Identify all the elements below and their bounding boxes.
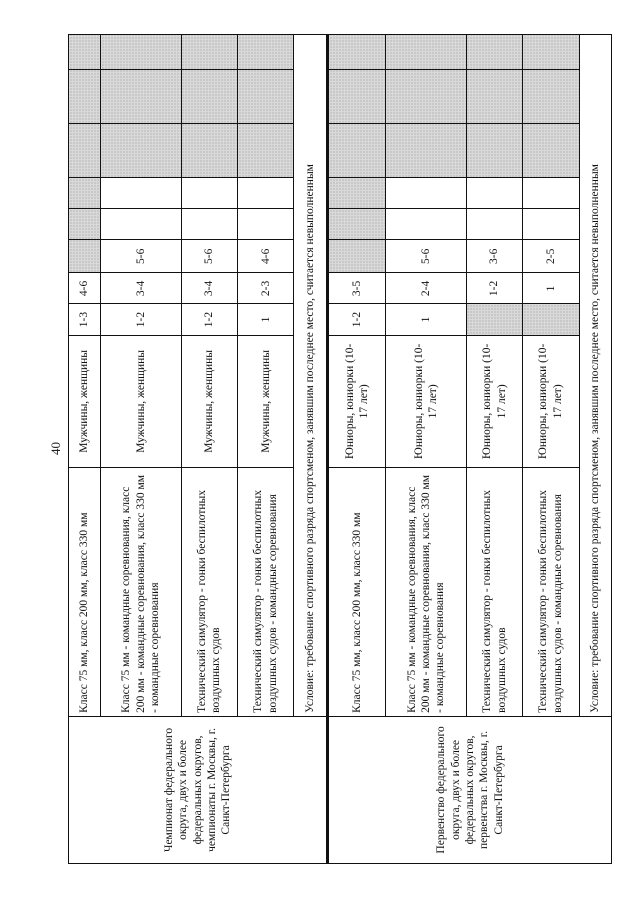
place-cell: 2-3 [238, 273, 294, 304]
place-cell: 5-6 [101, 240, 181, 273]
place-cell [523, 304, 579, 335]
place-cell [181, 124, 237, 178]
place-cell [101, 35, 181, 70]
place-cell [101, 124, 181, 178]
place-cell [523, 178, 579, 209]
place-cell [181, 178, 237, 209]
place-cell [181, 209, 237, 240]
place-cell [69, 35, 101, 70]
place-cell: 2-4 [386, 273, 466, 304]
place-cell: 3-5 [328, 273, 386, 304]
place-cell: 1-2 [328, 304, 386, 335]
group-cell: Мужчины, женщины [181, 335, 237, 468]
place-cell: 3-4 [181, 273, 237, 304]
place-cell: 1-2 [466, 273, 522, 304]
place-cell [386, 35, 466, 70]
table-row [328, 35, 386, 864]
place-cell [238, 209, 294, 240]
place-cell: 4-6 [238, 240, 294, 273]
discipline-cell: Технический симулятор - гонки беспилотных воздушных судов [466, 468, 522, 717]
place-cell [523, 124, 579, 178]
place-cell [386, 124, 466, 178]
place-cell: 4-6 [69, 273, 101, 304]
discipline-cell: Технический симулятор - гонки беспилотных воздушных судов - командные соревнования [238, 468, 294, 717]
place-cell [101, 178, 181, 209]
place-cell [181, 35, 237, 70]
place-cell: 3-4 [101, 273, 181, 304]
group-cell: Юниоры, юниорки (10-17 лет) [523, 335, 579, 468]
competition-cell: Первенство федерального округа, двух и более федеральных округов, первенства г. Москвы, г. Санкт-Петербурга [328, 716, 612, 863]
group-cell: Мужчины, женщины [238, 335, 294, 468]
place-cell [69, 240, 101, 273]
discipline-cell: Класс 75 мм - командные соревнования, класс 200 мм - командные соревнования, класс 330 мм - командные соревнования [386, 468, 466, 717]
place-cell: 3-6 [466, 240, 522, 273]
group-cell: Юниоры, юниорки (10-17 лет) [386, 335, 466, 468]
group-cell: Мужчины, женщины [101, 335, 181, 468]
place-cell [328, 35, 386, 70]
place-cell [466, 35, 522, 70]
condition-cell: Условие: требование спортивного разряда спортсменом, занявшим последнее место, считается невыполненным [579, 35, 611, 717]
discipline-cell: Технический симулятор - гонки беспилотных воздушных судов - командные соревнования [523, 468, 579, 717]
place-cell: 5-6 [386, 240, 466, 273]
discipline-cell: Класс 75 мм - командные соревнования, класс 200 мм - командные соревнования, класс 330 мм - командные соревнования [101, 468, 181, 717]
place-cell [69, 178, 101, 209]
table-body [69, 35, 612, 864]
place-cell: 1 [523, 273, 579, 304]
place-cell [328, 209, 386, 240]
place-cell [328, 240, 386, 273]
place-cell [69, 209, 101, 240]
place-cell [386, 178, 466, 209]
discipline-cell: Класс 75 мм, класс 200 мм, класс 330 мм [328, 468, 386, 717]
competition-cell: Чемпионат федерального округа, двух и более федеральных округов, чемпионаты г. Москвы, г. Санкт-Петербурга [69, 716, 328, 863]
place-cell [101, 209, 181, 240]
place-cell: 1-3 [69, 304, 101, 335]
place-cell [328, 124, 386, 178]
discipline-cell: Технический симулятор - гонки беспилотных воздушных судов [181, 468, 237, 717]
place-cell [466, 124, 522, 178]
place-cell: 1-2 [101, 304, 181, 335]
place-cell [466, 304, 522, 335]
place-cell: 1 [238, 304, 294, 335]
group-cell: Юниоры, юниорки (10-17 лет) [328, 335, 386, 468]
place-cell [181, 70, 237, 124]
place-cell [101, 70, 181, 124]
sport-ranks-table [68, 34, 612, 864]
place-cell [238, 124, 294, 178]
place-cell [523, 209, 579, 240]
group-cell: Мужчины, женщины [69, 335, 101, 468]
place-cell [523, 35, 579, 70]
place-cell [238, 35, 294, 70]
place-cell: 2-5 [523, 240, 579, 273]
place-cell [238, 178, 294, 209]
place-cell: 5-6 [181, 240, 237, 273]
place-cell [386, 209, 466, 240]
place-cell: 1-2 [181, 304, 237, 335]
place-cell [466, 178, 522, 209]
place-cell [466, 209, 522, 240]
place-cell [386, 70, 466, 124]
place-cell [328, 178, 386, 209]
place-cell [69, 124, 101, 178]
place-cell: 1 [386, 304, 466, 335]
condition-cell: Условие: требование спортивного разряда спортсменом, занявшим последнее место, считается невыполненным [294, 35, 328, 717]
place-cell [328, 70, 386, 124]
place-cell [69, 70, 101, 124]
place-cell [238, 70, 294, 124]
place-cell [523, 70, 579, 124]
place-cell [466, 70, 522, 124]
discipline-cell: Класс 75 мм, класс 200 мм, класс 330 мм [69, 468, 101, 717]
rotated-table-container [68, 34, 612, 864]
group-cell: Юниоры, юниорки (10-17 лет) [466, 335, 522, 468]
table-row [69, 35, 101, 864]
page-number: 40 [48, 442, 63, 455]
